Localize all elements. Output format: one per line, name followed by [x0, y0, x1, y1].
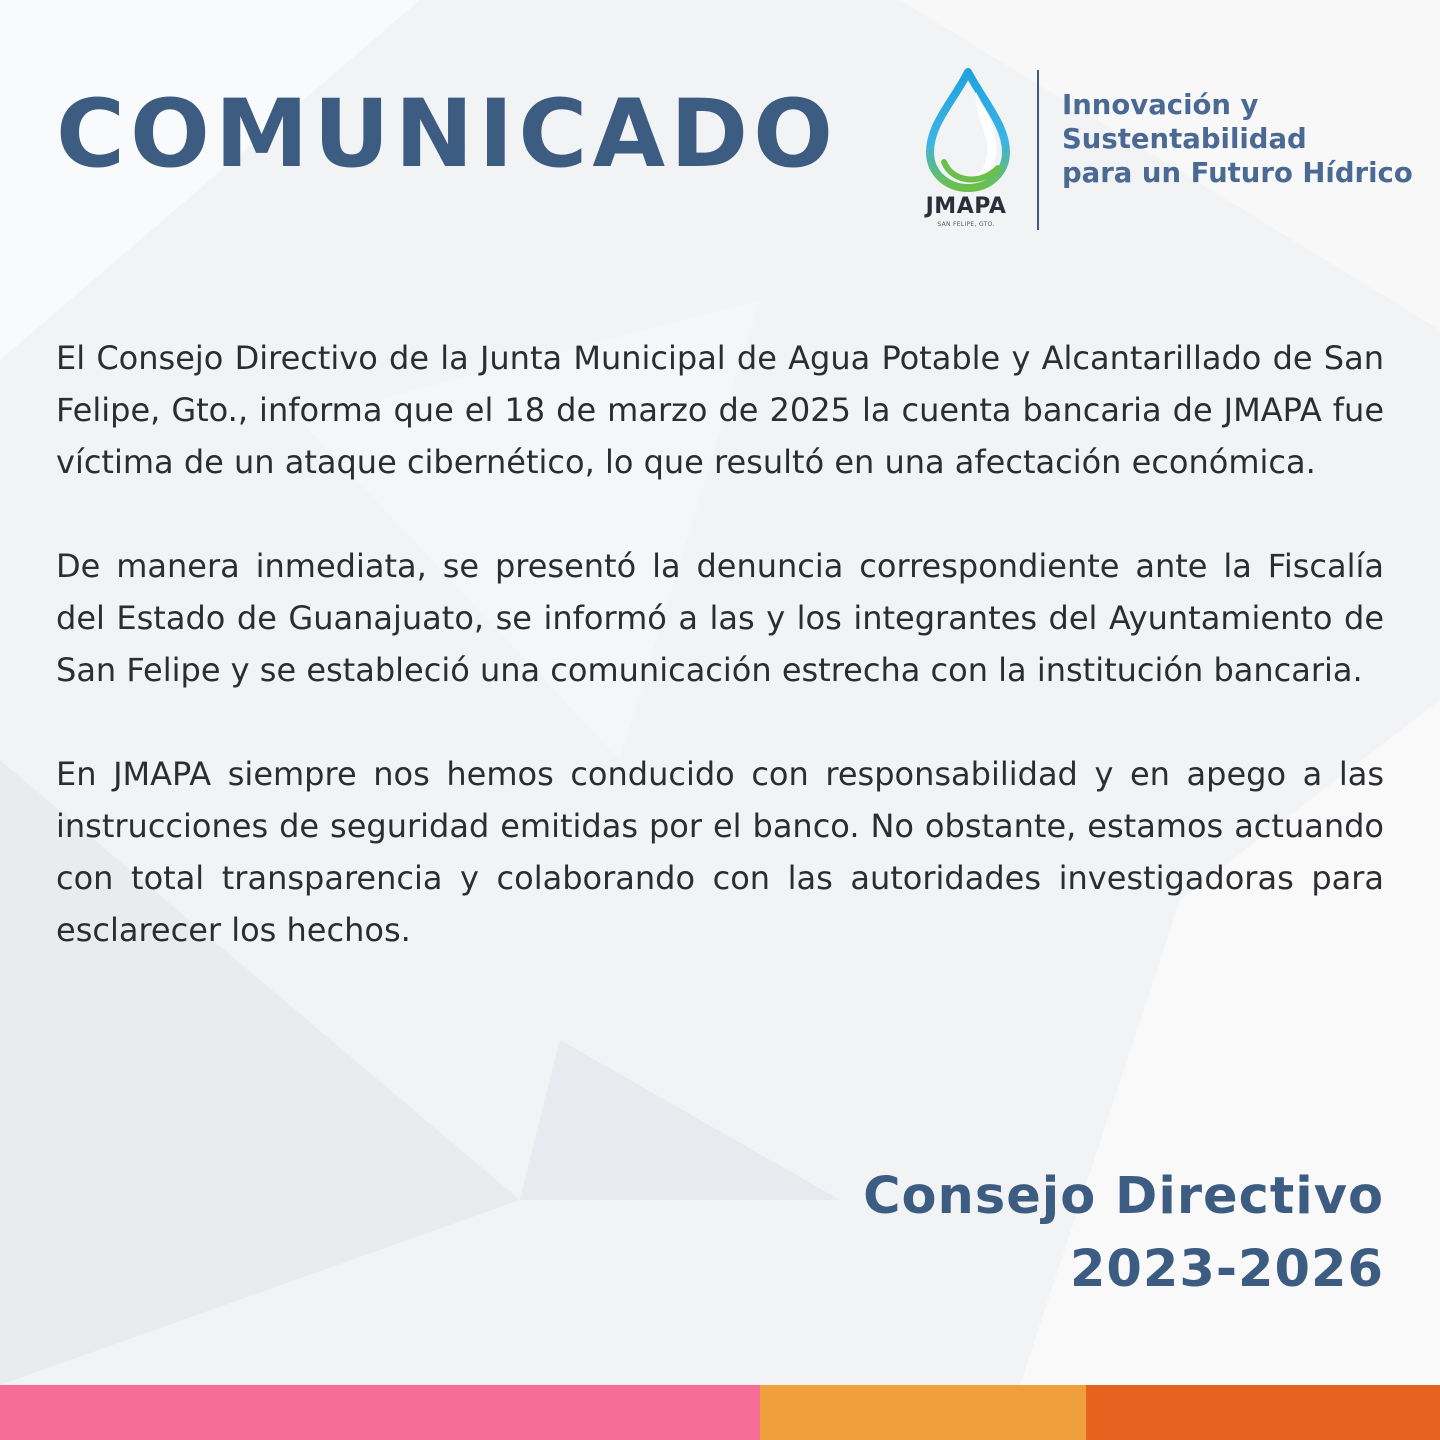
- bar-segment-orange: [760, 1385, 1086, 1440]
- water-drop-icon: [918, 66, 1014, 194]
- bar-segment-dark-orange: [1086, 1385, 1440, 1440]
- signature: [863, 1160, 1384, 1306]
- footer-color-bar: [0, 1385, 1440, 1440]
- slogan-line: para un Futuro Hídrico: [1062, 157, 1413, 189]
- jmapa-logo: [912, 66, 1022, 236]
- logo-name: JMAPA: [925, 194, 1007, 219]
- header-divider: [1037, 70, 1039, 230]
- paragraph: En JMAPA siempre nos hemos conducido con responsabilidad y en apego a las instrucciones de seguridad emitidas por el banco. No obstante, estamos actuando con total transparencia y colaborando con las autoridades investigadoras para esclarecer los hechos.: [56, 755, 1384, 949]
- bar-segment-pink: [0, 1385, 760, 1440]
- slogan-line: Innovación y: [1062, 89, 1259, 121]
- logo-subtitle: SAN FELIPE, GTO.: [937, 221, 995, 228]
- signature-period: 2023-2026: [1069, 1240, 1384, 1299]
- slogan: [1062, 88, 1413, 190]
- slogan-line: Sustentabilidad: [1062, 123, 1307, 155]
- statement-body: [56, 332, 1384, 1008]
- paragraph: De manera inmediata, se presentó la denuncia correspondiente ante la Fiscalía del Estado de Guanajuato, se informó a las y los integrantes del Ayuntamiento de San Felipe y se estableció una comunicación estrecha con la institución bancaria.: [56, 547, 1384, 689]
- page-title: COMUNICADO: [56, 80, 839, 189]
- signature-name: Consejo Directivo: [863, 1167, 1384, 1226]
- paragraph: El Consejo Directivo de la Junta Municipal de Agua Potable y Alcantarillado de San Felipe, Gto., informa que el 18 de marzo de 2025 la cuenta bancaria de JMAPA fue víctima de un ataque cibernético, lo que resultó en una afectación económica.: [56, 339, 1384, 481]
